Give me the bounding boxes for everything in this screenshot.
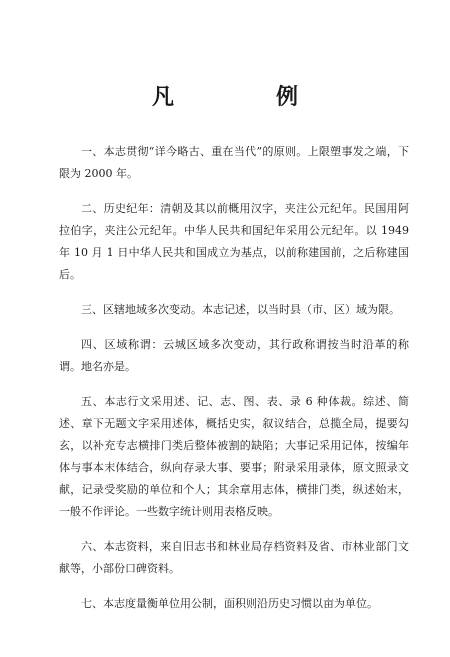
guideline-item-2: 二、历史纪年：清朝及其以前概用汉字，夹注公元纪年。民国用阿拉伯字，夹注公元纪年。中华人民共和国纪年采用公元纪年。以 1949 年 10 月 1 日中华人民共和国成立为基点，以前称建国前，之后称建国后。 bbox=[59, 202, 409, 281]
guideline-item-7: 七、本志度量衡单位用公制，面积则沿历史习惯以亩为单位。 bbox=[81, 597, 378, 610]
guideline-item-5: 五、本志行文采用述、记、志、图、表、录 6 种体裁。综述、简述、章下无题文字采用述体，概括史实，叙议结合，总揽全局，提要勾玄，以补充专志横排门类后整体被割的缺陷；大事记采用记体，按编年体与事本末体结合，纵向存录大事、要事；附录采用录体，原文照录文献，记录受奖励的单位和个人；其余章用志体，横排门类，纵述始末，一般不作评论。一些数字统计则用表格反映。 bbox=[59, 395, 409, 518]
guidelines-body bbox=[59, 141, 409, 628]
guideline-item-4: 四、区域称谓：云城区域多次变动，其行政称谓按当时沿革的称谓。地名亦是。 bbox=[59, 338, 409, 373]
guideline-item-6: 六、本志资料，来自旧志书和林业局存档资料及省、市林业部门文献等，小部份口碑资料。 bbox=[59, 540, 409, 575]
guideline-item-3: 三、区辖地域多次变动。本志记述，以当时县（市、区）域为限。 bbox=[81, 303, 400, 316]
guideline-item-1: 一、本志贯彻“详今略古、重在当代”的原则。上限塑事发之端，下限为 2000 年。 bbox=[59, 145, 409, 180]
page-title: 凡 例 bbox=[151, 84, 338, 110]
